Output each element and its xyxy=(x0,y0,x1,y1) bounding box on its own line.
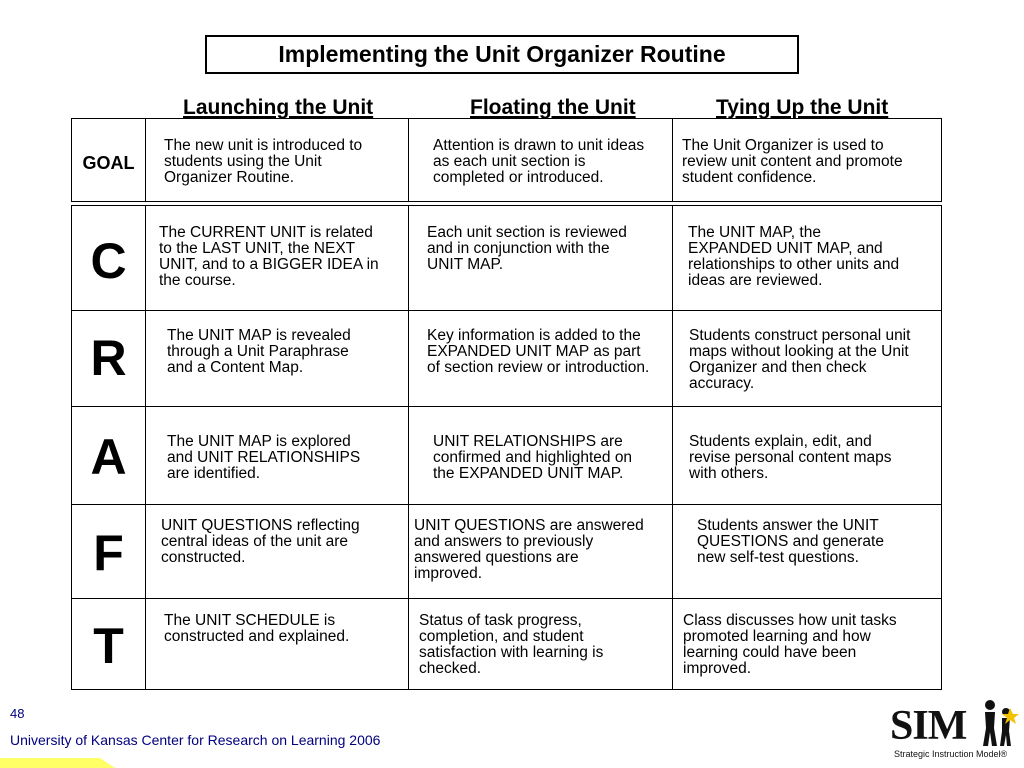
logo-text: SIM xyxy=(890,703,967,749)
row-divider xyxy=(72,310,941,311)
row-divider xyxy=(72,406,941,407)
slide-number: 48 xyxy=(10,706,25,721)
cell-a-launching: The UNIT MAP is explored and UNIT RELATIONSHIPS are identified. xyxy=(167,433,361,482)
column-header-floating: Floating the Unit xyxy=(470,96,636,119)
cell-t-tying-up: Class discusses how unit tasks promoted learning and how learning could have been improved. xyxy=(683,612,897,677)
column-header-tying-up: Tying Up the Unit xyxy=(716,96,889,119)
table-divider xyxy=(672,206,673,689)
goal-table xyxy=(71,118,942,202)
row-divider xyxy=(72,504,941,505)
goal-cell-tying-up: The Unit Organizer is used to review unit content and promote student confidence. xyxy=(682,137,903,186)
cell-a-tying-up: Students explain, edit, and revise personal content maps with others. xyxy=(689,433,892,482)
page-title: Implementing the Unit Organizer Routine xyxy=(205,35,799,74)
table-divider xyxy=(145,206,146,689)
cell-f-floating: UNIT QUESTIONS are answered and answers to previously answered questions are improved. xyxy=(414,517,644,582)
footer-credit: University of Kansas Center for Research on Learning 2006 xyxy=(10,732,381,748)
table-divider xyxy=(672,119,673,201)
sim-logo xyxy=(890,698,1020,764)
column-header-launching: Launching the Unit xyxy=(183,96,374,119)
cell-r-launching: The UNIT MAP is revealed through a Unit Paraphrase and a Content Map. xyxy=(167,327,351,376)
cell-r-tying-up: Students construct personal unit maps without looking at the Unit Organizer and then check accuracy. xyxy=(689,327,911,392)
cell-c-floating: Each unit section is reviewed and in conjunction with the UNIT MAP. xyxy=(427,224,627,273)
goal-cell-launching: The new unit is introduced to students using the Unit Organizer Routine. xyxy=(164,137,363,186)
cell-t-launching: The UNIT SCHEDULE is constructed and explained. xyxy=(164,612,350,645)
accent-stripe xyxy=(0,758,115,768)
row-letter-f: F xyxy=(93,525,124,581)
row-letter-r: R xyxy=(90,330,127,386)
cell-f-launching: UNIT QUESTIONS reflecting central ideas of the unit are constructed. xyxy=(161,517,360,566)
figures-icon xyxy=(976,698,1020,748)
cell-c-tying-up: The UNIT MAP, the EXPANDED UNIT MAP, and relationships to other units and ideas are reviewed. xyxy=(688,224,900,289)
goal-label: GOAL xyxy=(82,153,135,173)
row-letter-t: T xyxy=(93,618,124,674)
logo-subtitle: Strategic Instruction Model® xyxy=(894,749,1008,759)
row-letter-c: C xyxy=(90,233,127,289)
row-divider xyxy=(72,598,941,599)
table-divider xyxy=(145,119,146,201)
cell-t-floating: Status of task progress, completion, and student satisfaction with learning is checked. xyxy=(419,612,604,677)
cell-f-tying-up: Students answer the UNIT QUESTIONS and generate new self-test questions. xyxy=(697,517,884,566)
craft-table xyxy=(71,205,942,690)
goal-cell-floating: Attention is drawn to unit ideas as each unit section is completed or introduced. xyxy=(433,137,645,186)
cell-c-launching: The CURRENT UNIT is related to the LAST UNIT, the NEXT UNIT, and to a BIGGER IDEA in the course. xyxy=(159,224,379,289)
cell-a-floating: UNIT RELATIONSHIPS are confirmed and highlighted on the EXPANDED UNIT MAP. xyxy=(433,433,633,482)
row-letter-a: A xyxy=(90,429,127,485)
table-divider xyxy=(408,206,409,689)
table-divider xyxy=(408,119,409,201)
cell-r-floating: Key information is added to the EXPANDED UNIT MAP as part of section review or introduction. xyxy=(427,327,650,376)
